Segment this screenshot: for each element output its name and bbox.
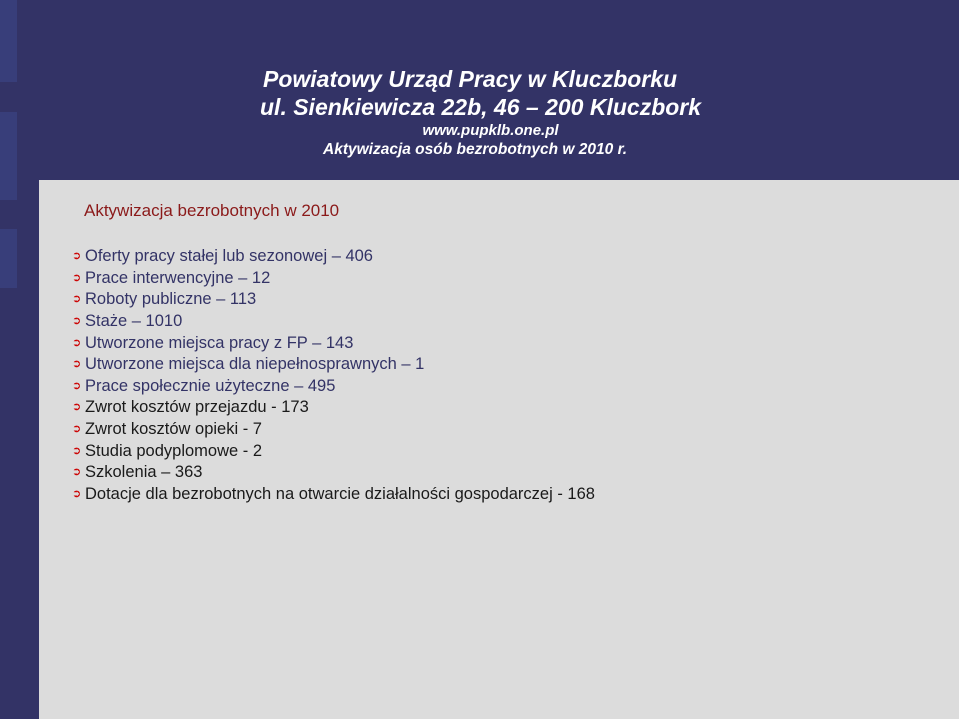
list-item-text: Studia podyplomowe - 2: [85, 441, 263, 460]
panel-title: Aktywizacja bezrobotnych w 2010: [84, 201, 340, 220]
list-item: [72, 397, 595, 419]
list-item-text: Prace społecznie użyteczne – 495: [85, 376, 336, 395]
circled-arrow-right-icon: ➲: [72, 423, 82, 436]
content-panel: [39, 180, 959, 719]
list-item-text: Roboty publiczne – 113: [85, 290, 257, 309]
circled-arrow-right-icon: ➲: [72, 315, 82, 328]
list-item: [72, 332, 595, 354]
circled-arrow-right-icon: ➲: [72, 401, 82, 414]
list-item: [72, 462, 595, 484]
list-item-text: Dotacje dla bezrobotnych na otwarcie działalności gospodarczej - 168: [85, 484, 595, 503]
circled-arrow-right-icon: ➲: [72, 379, 82, 392]
decorative-stripe: [0, 0, 17, 82]
list-item: [72, 440, 595, 462]
circled-arrow-right-icon: ➲: [72, 293, 82, 306]
office-website: [0, 122, 959, 139]
list-item: [72, 246, 595, 268]
office-name: Powiatowy Urząd Pracy w Kluczborku: [263, 66, 678, 92]
circled-arrow-right-icon: ➲: [72, 250, 82, 263]
list-item: [72, 376, 595, 398]
list-item: [72, 268, 595, 290]
left-decoration: [0, 0, 20, 719]
list-item-text: Utworzone miejsca pracy z FP – 143: [85, 333, 354, 352]
circled-arrow-right-icon: ➲: [72, 336, 82, 349]
slide-subtitle: Aktywizacja osób bezrobotnych w 2010 r.: [323, 141, 628, 158]
activation-list: [72, 246, 595, 505]
office-address: ul. Sienkiewicza 22b, 46 – 200 Kluczbork: [260, 94, 702, 120]
list-item: [72, 289, 595, 311]
list-item-text: Szkolenia – 363: [85, 463, 203, 482]
list-item-text: Oferty pracy stałej lub sezonowej – 406: [85, 247, 373, 266]
circled-arrow-right-icon: ➲: [72, 487, 82, 500]
list-item-text: Utworzone miejsca dla niepełnosprawnych – 1: [85, 355, 425, 374]
list-item-text: Staże – 1010: [85, 312, 183, 331]
list-item: [72, 311, 595, 333]
circled-arrow-right-icon: ➲: [72, 271, 82, 284]
list-item: [72, 354, 595, 376]
decorative-stripe: [0, 229, 17, 288]
list-item-text: Zwrot kosztów opieki - 7: [85, 420, 262, 439]
circled-arrow-right-icon: ➲: [72, 358, 82, 371]
list-item-text: Prace interwencyjne – 12: [85, 268, 271, 287]
circled-arrow-right-icon: ➲: [72, 444, 82, 457]
list-item: [72, 419, 595, 441]
website-text: www.pupklb.one.pl: [422, 122, 559, 139]
list-item: [72, 484, 595, 506]
circled-arrow-right-icon: ➲: [72, 466, 82, 479]
list-item-text: Zwrot kosztów przejazdu - 173: [85, 398, 309, 417]
